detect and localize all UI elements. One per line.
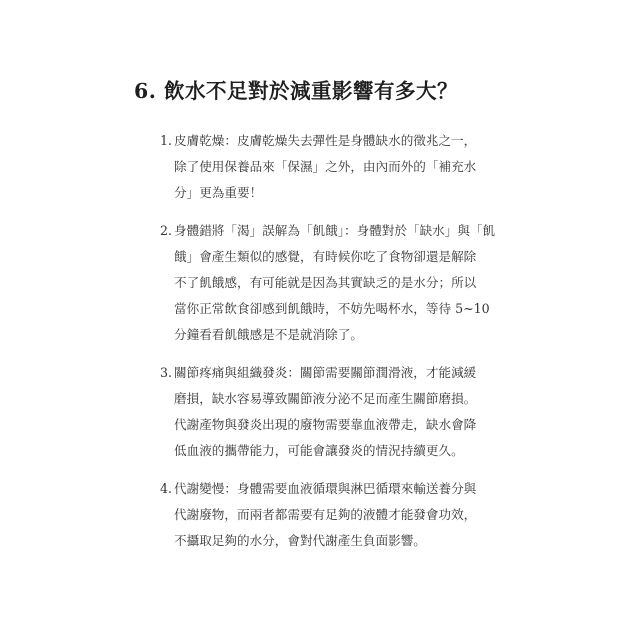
list-item-3: [160, 360, 500, 464]
list-item-number: 2.: [160, 223, 173, 238]
list-item-line: 代謝產物與發炎出現的廢物需要靠血液帶走，缺水會降: [174, 417, 477, 432]
list-item-line: 低血液的攜帶能力，可能會讓發炎的情況持續更久。: [174, 443, 464, 458]
list-item-line: 關節疼痛與組織發炎：關節需要關節潤滑液，才能減緩: [174, 365, 477, 380]
list-item-2: [160, 218, 500, 348]
list-item-1: [160, 128, 500, 206]
list-item-number: 3.: [160, 365, 173, 380]
list-item-line: 分鐘看看飢餓感是不是就消除了。: [174, 327, 363, 342]
numbered-list: [160, 128, 500, 554]
list-item-line: 不了飢餓感，有可能就是因為其實缺乏的是水分；所以: [174, 275, 477, 290]
list-item-line: 分」更為重要！: [174, 185, 263, 200]
list-item-line: 代謝變慢：身體需要血液循環與淋巴循環來輸送養分與: [174, 481, 477, 496]
list-item-line: 身體錯將「渴」誤解為「飢餓」：身體對於「缺水」與「飢: [174, 223, 496, 238]
list-item-line: 餓」會產生類似的感覺，有時候你吃了食物卻還是解除: [174, 249, 477, 264]
list-item-line: 當你正常飲食卻感到飢餓時，不妨先喝杯水，等待 5~10: [174, 301, 490, 316]
list-item-line: 磨損，缺水容易導致關節液分泌不足而產生關節磨損。: [174, 391, 477, 406]
list-item-number: 1.: [160, 133, 173, 148]
list-item-line: 不攝取足夠的水分，會對代謝產生負面影響。: [174, 533, 426, 548]
list-item-line: 除了使用保養品來「保濕」之外，由內而外的「補充水: [174, 159, 477, 174]
list-item-number: 4.: [160, 481, 173, 496]
section-heading: 6. 飲水不足對於減重影響有多大？: [134, 79, 459, 103]
list-item-4: [160, 476, 500, 554]
list-item-line: 皮膚乾燥：皮膚乾燥失去彈性是身體缺水的徵兆之一，: [174, 133, 477, 148]
list-item-line: 代謝廢物，而兩者都需要有足夠的液體才能發會功效，: [174, 507, 477, 522]
